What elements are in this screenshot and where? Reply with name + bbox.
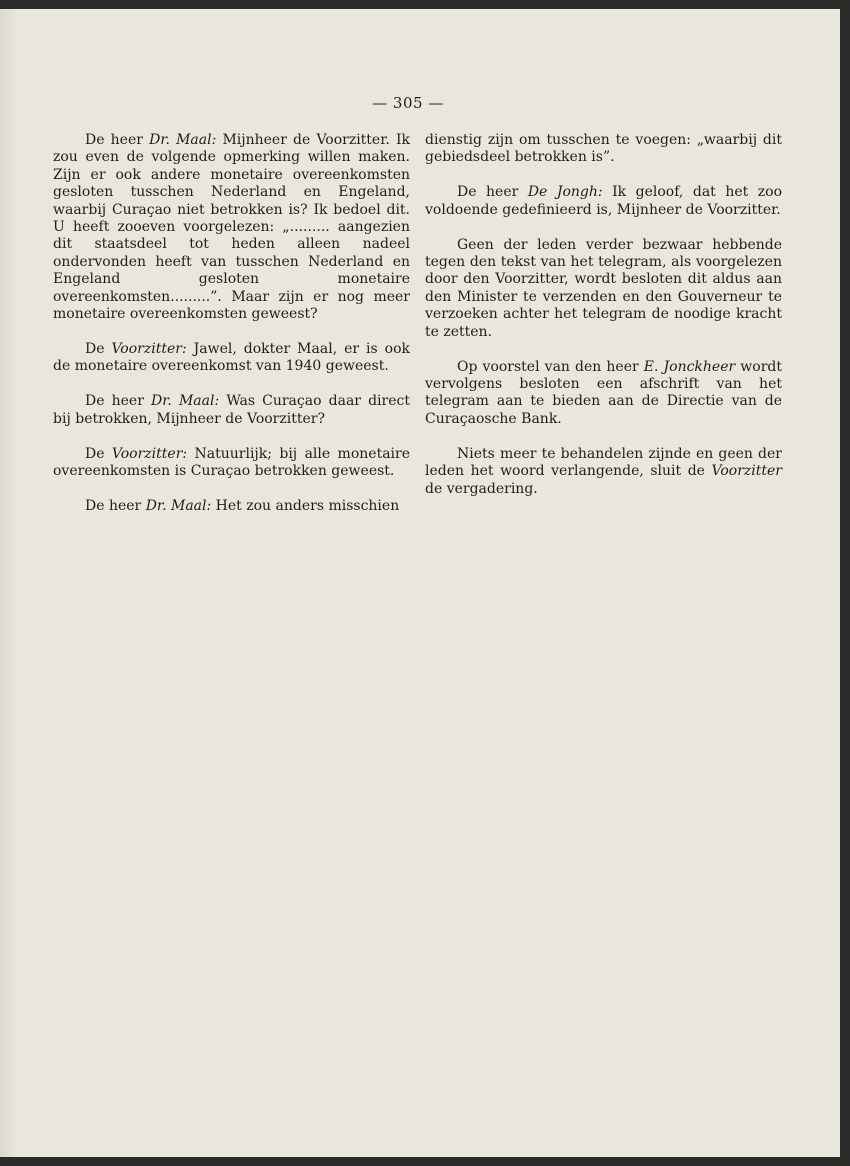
paragraph xyxy=(53,341,410,376)
speaker-name: Dr. Maal: xyxy=(151,393,220,410)
paragraph-text: Niets meer te behandelen zijnde en geen der leden het woord verlangende, sluit de xyxy=(425,445,782,480)
paragraph xyxy=(53,132,410,323)
paragraph-text: Geen der leden verder bezwaar hebbende tegen den tekst van het telegram, als voorgelezen door den Voorzitter, wordt besloten dit aldus aan den Minister te verzenden en den Gouverneur te verzoeken achter het telegram de noodige kracht te zetten. xyxy=(425,236,782,340)
speaker-name: Voorzitter: xyxy=(111,340,187,357)
paragraph-text: de vergadering. xyxy=(425,480,538,497)
document-page xyxy=(0,9,840,1157)
paragraph xyxy=(53,498,410,515)
paragraph-text: dienstig zijn om tusschen te voegen: „waarbij dit gebiedsdeel betrokken is”. xyxy=(425,132,782,166)
paragraph xyxy=(425,359,782,429)
paragraph-text: Natuurlijk; bij alle monetaire overeenkomsten is Curaçao betrokken geweest. xyxy=(53,445,410,479)
right-column xyxy=(425,132,782,515)
paragraph xyxy=(425,132,782,167)
speaker-name: Dr. Maal: xyxy=(149,132,217,148)
speaker-name: Dr. Maal: xyxy=(145,497,212,514)
paragraph xyxy=(425,237,782,341)
paragraph-text: Was Curaçao daar direct bij betrokken, Mijnheer de Voorzitter? xyxy=(53,393,410,427)
speaker-name: Voorzitter: xyxy=(111,445,188,462)
paragraph-text: wordt vervolgens besloten een afschrift van het telegram aan te bieden aan de Directie van de Curaçaosche Bank. xyxy=(425,358,782,427)
paragraph-text: Het zou anders misschien xyxy=(211,497,400,514)
paragraph xyxy=(53,393,410,428)
person-name: E. Jonckheer xyxy=(643,358,736,375)
paragraph-text: Op voorstel van den heer xyxy=(457,358,644,375)
paragraph xyxy=(425,184,782,219)
speaker-prefix: De heer xyxy=(457,184,528,201)
speaker-prefix: De heer xyxy=(85,497,146,514)
paragraph xyxy=(53,446,410,481)
speaker-name: De Jongh: xyxy=(527,184,603,201)
page-number: — 305 — xyxy=(372,94,444,112)
page-edge-shadow xyxy=(0,9,16,1157)
speaker-prefix: De xyxy=(85,445,112,462)
speaker-prefix: De heer xyxy=(85,132,150,148)
left-column xyxy=(53,132,410,533)
paragraph-text: Jawel, dokter Maal, er is ook de monetaire overeenkomst van 1940 geweest. xyxy=(53,340,410,375)
paragraph-text: Mijnheer de Voorzitter. Ik zou even de volgende opmerking willen maken. Zijn er ook andere monetaire overeenkomsten gesloten tusschen Nederland en Engeland, waarbij Curaçao niet betrokken is? Ik bedoel dit. U heeft zooeven voorgelezen: „......... aangezien dit staatsdeel tot heden alleen nadeel ondervonden heeft van tusschen Nederland en Engeland gesloten monetaire overeenkomsten.........”. Maar zijn er nog meer monetaire overeenkomsten geweest? xyxy=(53,132,410,323)
speaker-prefix: De xyxy=(85,340,112,357)
paragraph xyxy=(425,446,782,498)
person-name: Voorzitter xyxy=(711,463,782,480)
paragraph-text: Ik geloof, dat het zoo voldoende gedefinieerd is, Mijnheer de Voorzitter. xyxy=(425,184,782,218)
speaker-prefix: De heer xyxy=(85,393,152,410)
